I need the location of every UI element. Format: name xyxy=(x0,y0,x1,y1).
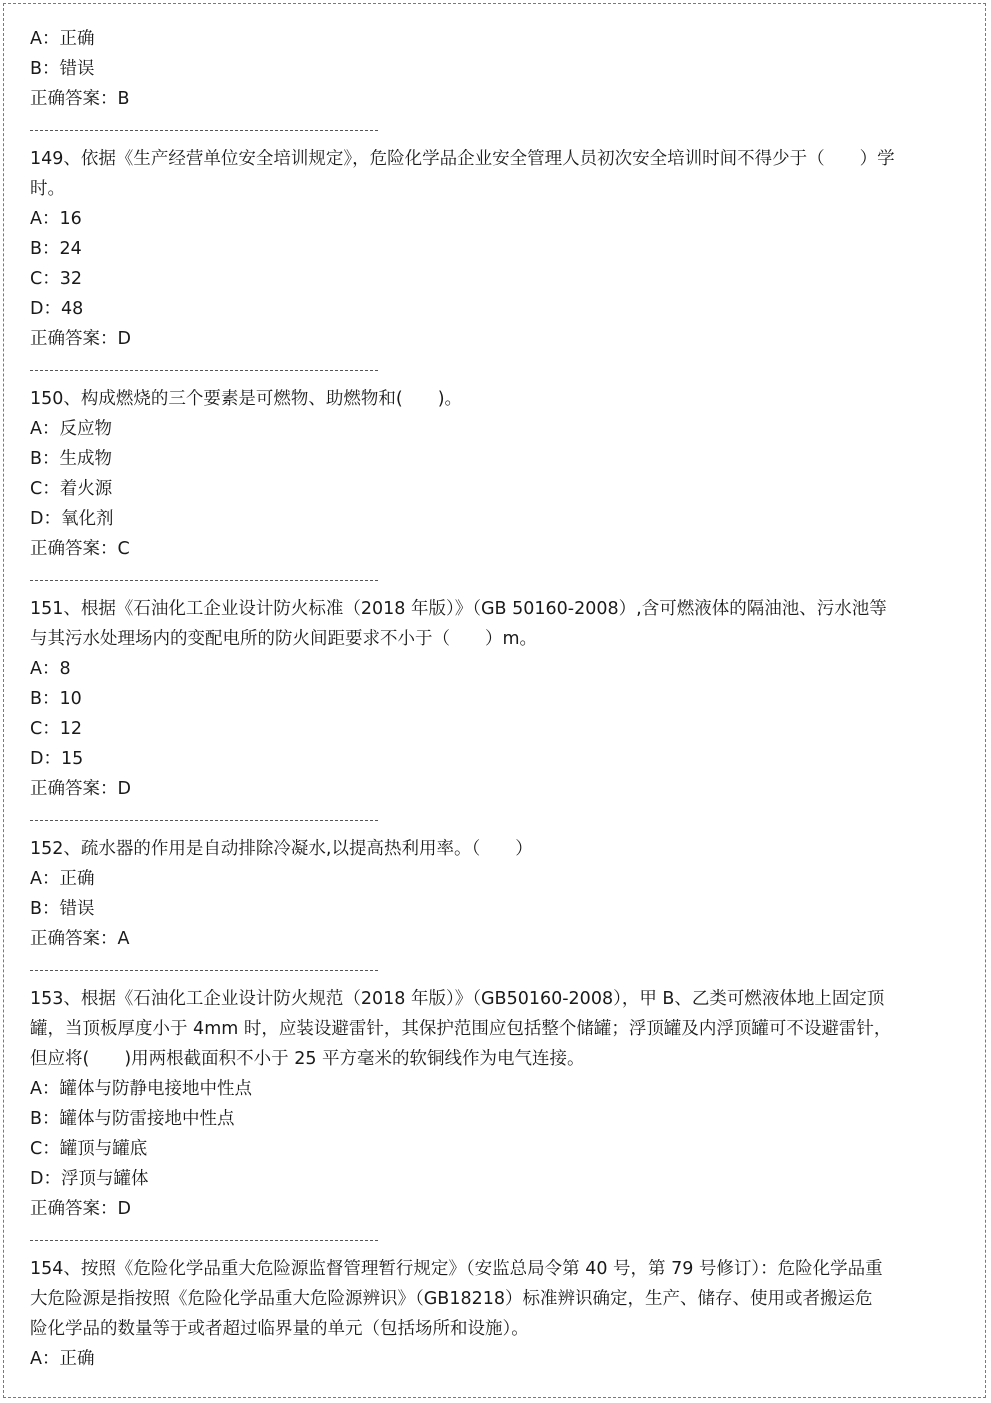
text-line: 正确答案：B xyxy=(30,89,130,109)
dashed-separator xyxy=(30,1224,880,1254)
text-line: 153、根据《石油化工企业设计防火规范（2018 年版）》（GB50160-2008），甲 B、乙类可燃液体地上固定顶 xyxy=(30,989,885,1009)
text-line: A：正确 xyxy=(30,1349,95,1369)
text-line: 与其污水处理场内的变配电所的防火间距要求不小于（ ）m。 xyxy=(30,629,538,649)
text-line: D：48 xyxy=(30,299,84,319)
question-list xyxy=(30,24,895,1374)
text-line: D：浮顶与罐体 xyxy=(30,1169,149,1189)
text-line: 险化学品的数量等于或者超过临界量的单元（包括场所和设施）。 xyxy=(30,1319,529,1339)
text-line: 罐，当顶板厚度小于 4mm 时，应装设避雷针，其保护范围应包括整个储罐；浮顶罐及内浮顶罐可不设避雷针， xyxy=(30,1019,892,1039)
text-line: 150、构成燃烧的三个要素是可燃物、助燃物和( )。 xyxy=(30,389,463,409)
text-line: D：15 xyxy=(30,749,84,769)
text-line: 正确答案：D xyxy=(30,779,131,799)
text-line: 正确答案：D xyxy=(30,1199,131,1219)
text-line: B：错误 xyxy=(30,899,95,919)
text-line: 时。 xyxy=(30,179,65,199)
text-line: A：16 xyxy=(30,209,82,229)
text-line: A：反应物 xyxy=(30,419,112,439)
dashed-separator xyxy=(30,954,880,984)
text-line: D：氧化剂 xyxy=(30,509,114,529)
text-line: 正确答案：D xyxy=(30,329,131,349)
text-line: 大危险源是指按照《危险化学品重大危险源辨识》（GB18218）标准辨识确定，生产、储存、使用或者搬运危 xyxy=(30,1289,873,1309)
text-line: 149、依据《生产经营单位安全培训规定》，危险化学品企业安全管理人员初次安全培训时间不得少于（ ）学 xyxy=(30,149,895,169)
text-line: 但应将( )用两根截面积不小于 25 平方毫米的软铜线作为电气连接。 xyxy=(30,1049,585,1069)
dashed-separator xyxy=(30,354,880,384)
text-line: B：罐体与防雷接地中性点 xyxy=(30,1109,235,1129)
text-line: C：罐顶与罐底 xyxy=(30,1139,148,1159)
text-line: B：10 xyxy=(30,689,82,709)
text-line: 154、按照《危险化学品重大危险源监督管理暂行规定》（安监总局令第 40 号，第 79 号修订）：危险化学品重 xyxy=(30,1259,883,1279)
dashed-separator xyxy=(30,114,880,144)
text-line: B：24 xyxy=(30,239,82,259)
text-line: B：错误 xyxy=(30,59,95,79)
text-line: C：着火源 xyxy=(30,479,113,499)
text-line: A：罐体与防静电接地中性点 xyxy=(30,1079,252,1099)
text-line: A：正确 xyxy=(30,869,95,889)
text-line: A：正确 xyxy=(30,29,95,49)
text-line: A：8 xyxy=(30,659,71,679)
dashed-separator xyxy=(30,564,880,594)
text-line: 152、疏水器的作用是自动排除冷凝水,以提高热利用率。（ ） xyxy=(30,839,533,859)
dashed-separator xyxy=(30,804,880,834)
text-line: 151、根据《石油化工企业设计防火标准（2018 年版）》（GB 50160-2008）,含可燃液体的隔油池、污水池等 xyxy=(30,599,887,619)
text-line: C：32 xyxy=(30,269,82,289)
text-line: 正确答案：A xyxy=(30,929,130,949)
text-line: B：生成物 xyxy=(30,449,113,469)
text-line: C：12 xyxy=(30,719,82,739)
text-line: 正确答案：C xyxy=(30,539,130,559)
